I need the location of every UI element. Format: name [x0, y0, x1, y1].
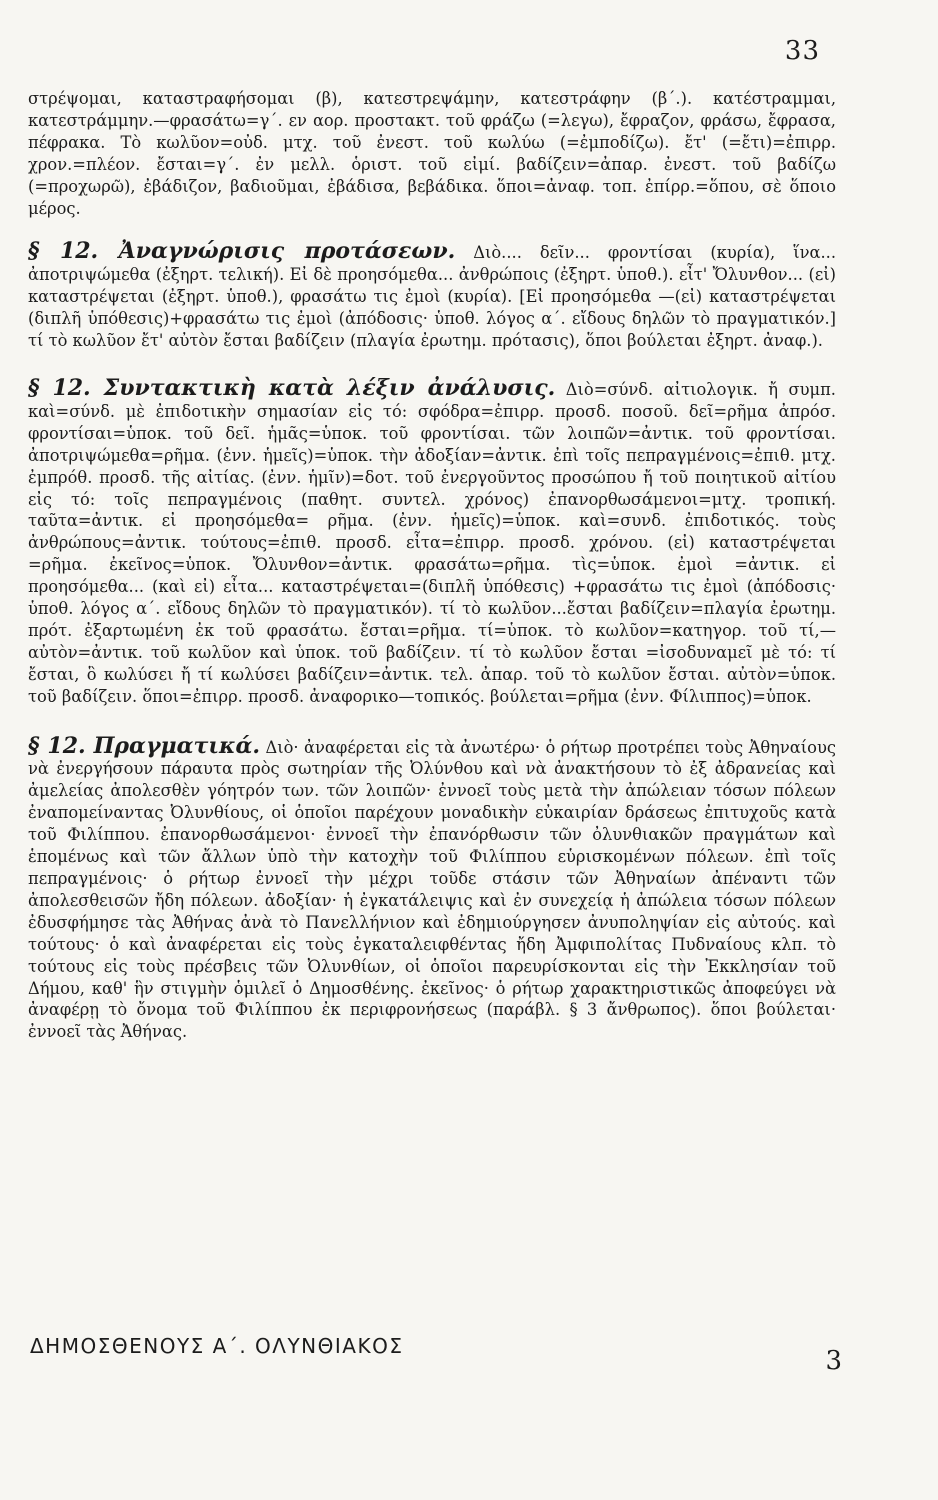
paragraph-commentary: [28, 732, 836, 1044]
section-heading: § 12. Συντακτικὴ κατὰ λέξιν ἀνάλυσις.: [28, 374, 556, 401]
paragraph-syntactic-analysis: [28, 374, 836, 708]
section-heading: § 12. Ἀναγνώρισις προτάσεων.: [28, 238, 456, 265]
page-number: 33: [784, 36, 820, 66]
paragraph-text: στρέψομαι, καταστραφήσομαι (β), κατεστρεψάμην, κατεστράφην (β΄.). κατέστραμμαι, κατεστράμμην.—φρασάτω=γ΄. εν αορ. προστακτ. τοῦ φράζω (=λεγω), ἔφραζον, φράσω, ἔφρασα, πέφρακα. Τὸ κωλῦον=οὐδ. μτχ. τοῦ ἐνεστ. τοῦ κωλύω (=ἐμποδίζω). ἔτ' (=ἔτι)=ἐπιρρ. χρον.=πλέον. ἔσται=γ΄. ἐν μελλ. ὁριστ. τοῦ εἰμί. βαδίζειν=ἀπαρ. ἐνεστ. τοῦ βαδίζω (=προχωρῶ), ἐβάδιζον, βαδιοῦμαι, ἐβάδισα, βεβάδικα. ὅποι=ἀναφ. τοπ. ἐπίρρ.=ὅπου, σὲ ὅποιο μέρος.: [28, 89, 836, 218]
paragraph-recognition-of-clauses: [28, 238, 836, 352]
section-heading: § 12. Πραγματικά.: [28, 732, 261, 759]
paragraph-text: Διὸ· ἀναφέρεται εἰς τὰ ἀνωτέρω· ὁ ρήτωρ προτρέπει τοὺς Ἀθηναίους νὰ ἐνεργήσουν πάραυτα πρὸς σωτηρίαν τῆς Ὀλύνθου καὶ νὰ ἀνακτήσουν τὸ ἐξ ἀδρανείας καὶ ἀμελείας ἀπολεσθὲν γόητρόν των. τῶν λοιπῶν· ἐννοεῖ τοὺς μετὰ τὴν ἀπώλειαν τόσων πόλεων ἐναπομείναντας Ὀλυνθίους, οἱ ὁποῖοι παρέχουν μοναδικὴν εὐκαιρίαν δράσεως ἐπιτυχοῦς κατὰ τοῦ Φιλίππου. ἐπανορθωσάμενοι· ἐννοεῖ τὴν ἐπανόρθωσιν τῶν ὀλυνθιακῶν πραγμάτων καὶ ἑπομένως καὶ τῶν ἄλλων ὑπὸ τὴν κατοχὴν τοῦ Φιλίππου εὑρισκομένων πόλεων. ἐπὶ τοῖς πεπραγμένοις· ὁ ρήτωρ ἐννοεῖ τὴν μέχρι τοῦδε στάσιν τῶν Ἀθηναίων ἀπέναντι τῶν ἀπολεσθεισῶν ἤδη πόλεων. ἀδοξίαν· ἡ ἐγκατάλειψις καὶ ἐν συνεχείᾳ ἡ ἀπώλεια τόσων πόλεων ἐδυσφήμησε τὰς Ἀθήνας ἀνὰ τὸ Πανελλήνιον καὶ ἐδημιούργησεν ἀνυποληψίαν εἰς αὐτούς. καὶ τούτους· ὁ καὶ ἀναφέρεται εἰς τοὺς ἐγκαταλειφθέντας ἤδη Ἀμφιπολίτας Πυδναίους κλπ. τὸ τούτους εἰς τοὺς πρέσβεις τῶν Ὀλυνθίων, οἱ ὁποῖοι παρευρίσκονται εἰς τὴν Ἐκκλησίαν τοῦ Δήμου, καθ' ἣν στιγμὴν ὁμιλεῖ ὁ Δημοσθένης. ἐκεῖνος· ὁ ρήτωρ χαρακτηριστικῶς ἀποφεύγει νὰ ἀναφέρῃ τὸ ὄνομα τοῦ Φιλίππου ἐκ περιφρονήσεως (παράβλ. § 3 ἄνθρωπος). ὅποι βούλεται· ἐννοεῖ τὰς Ἀθήνας.: [28, 737, 836, 1042]
paragraph-vocabulary-continuation: [28, 88, 836, 219]
running-title: ΔΗΜΟΣΘΕΝΟΥΣ Α΄. ΟΛΥΝΘΙΑΚΟΣ: [30, 1334, 404, 1358]
paragraph-text: Διὸ.... δεῖν... φροντίσαι (κυρία), ἵνα... ἀποτριψώμεθα (ἐξηρτ. τελική). Εἰ δὲ προησόμεθα... ἀνθρώποις (ἐξηρτ. ὑποθ.). εἶτ' Ὄλυνθον... (εἰ) καταστρέψεται (ἐξηρτ. ὑποθ.), φρασάτω τις ἐμοὶ (κυρία). [Εἰ προησόμεθα —(εἰ) καταστρέψεται (διπλῆ ὑπόθεσις)+φρασάτω τις ἐμοὶ (ἀπόδοσις· ὑποθ. λόγος α΄. εἴδους δηλῶν τὸ πραγματικόν.] τί τὸ κωλῦον ἔτ' αὐτὸν ἔσται βαδίζειν (πλαγία ἐρωτημ. πρότασις), ὅποι βούλεται ἐξηρτ. ἀναφ.).: [28, 243, 836, 351]
page-body: [28, 88, 836, 1043]
paragraph-text: Διὸ=σύνδ. αἰτιολογικ. ἤ συμπ. καὶ=σύνδ. μὲ ἐπιδοτικὴν σημασίαν εἰς τό: σφόδρα=ἐπιρρ. προσδ. ποσοῦ. δεῖ=ρῆμα ἀπρόσ. φροντίσαι=ὑποκ. τοῦ δεῖ. ἡμᾶς=ὑποκ. τοῦ φροντίσαι. τῶν λοιπῶν=ἀντικ. τοῦ φροντίσαι. ἀποτριψώμεθα=ρῆμα. (ἐνν. ἡμεῖς)=ὑποκ. τὴν ἀδοξίαν=ἀντικ. ἐπὶ τοῖς πεπραγμένοις=ἐπιθ. μτχ. ἐμπρόθ. προσδ. τῆς αἰτίας. (ἐνν. ἡμῖν)=δοτ. τοῦ ἐνεργοῦντος προσώπου ἤ τοῦ ποιητικοῦ αἰτίου εἰς τό: τοῖς πεπραγμένοις (παθητ. συντελ. χρόνος) ἐπανορθωσάμενοι=μτχ. τροπική. ταῦτα=ἀντικ. εἰ προησόμεθα= ρῆμα. (ἐνν. ἡμεῖς)=ὑποκ. καὶ=συνδ. ἐπιδοτικός. τοὺς ἀνθρώπους=ἀντικ. τούτους=ἐπιθ. προσδ. εἶτα=ἐπιρρ. προσδ. χρόνου. (εἰ) καταστρέψεται =ρῆμα. ἐκεῖνος=ὑποκ. Ὄλυνθον=ἀντικ. φρασάτω=ρῆμα. τὶς=ὑποκ. ἐμοὶ =ἀντικ. εἰ προησόμεθα... (καὶ εἰ) εἶτα... καταστρέψεται=(διπλῆ ὑπόθεσις) +φρασάτω τις ἐμοὶ (ἀπόδοσις· ὑποθ. λόγος α΄. εἴδους δηλῶν τὸ πραγματικόν). τί τὸ κωλῦον...ἔσται βαδίζειν=πλαγία ἐρωτημ. πρότ. ἐξαρτωμένη ἐκ τοῦ φρασάτω. ἔσται=ρῆμα. τί=ὑποκ. τὸ κωλῦον=κατηγορ. τοῦ τί,—αὐτὸν=ἀντικ. τοῦ κωλῦον καὶ ὑποκ. τοῦ βαδίζειν. τί τὸ κωλῦον ἔσται =ἰσοδυναμεῖ μὲ τό: τί ἔσται, ὃ κωλύσει ἤ τί κωλύσει βαδίζειν=ἀντικ. τελ. ἀπαρ. τοῦ τὸ κωλῦον ἔσται. αὐτὸν=ὑποκ. τοῦ βαδίζειν. ὅποι=ἐπιρρ. προσδ. ἀναφορικο—τοπικός. βούλεται=ρῆμα (ἐνν. Φίλιππος)=ὑποκ.: [28, 379, 836, 706]
signature-mark: 3: [825, 1346, 842, 1376]
